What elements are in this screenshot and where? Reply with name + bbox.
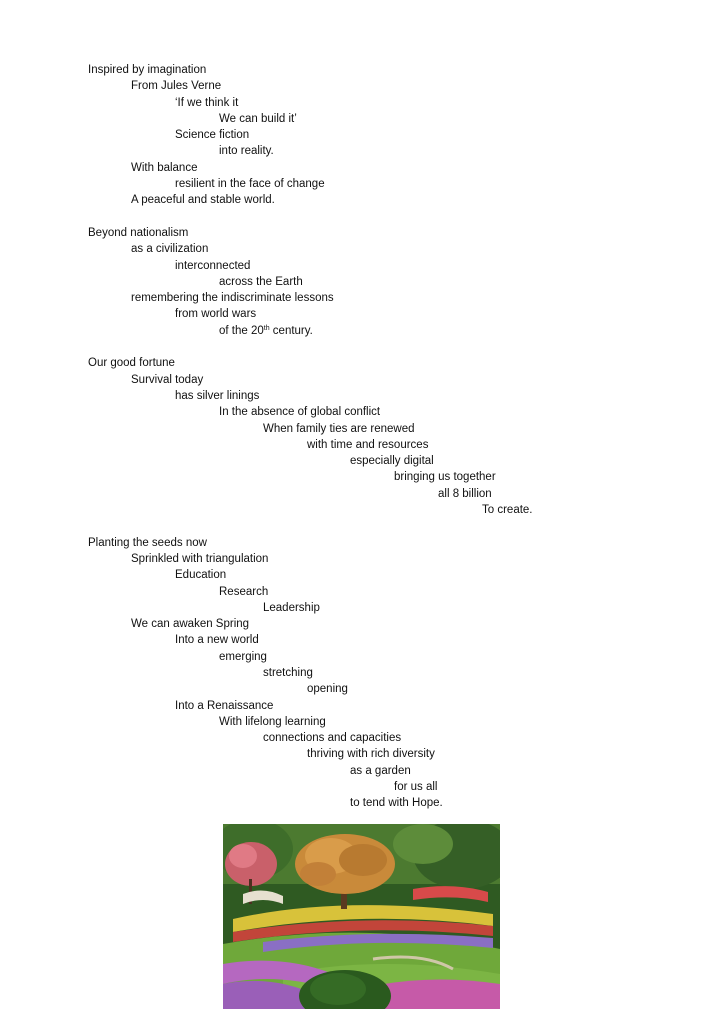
poem-line: emerging: [219, 650, 267, 663]
poem-line: opening: [307, 683, 348, 696]
poem-line: A peaceful and stable world.: [131, 194, 275, 207]
poem-line: Beyond nationalism: [88, 226, 189, 239]
garden-illustration: [223, 824, 500, 1009]
poem-line: In the absence of global conflict: [219, 406, 381, 419]
poem-line: Education: [175, 569, 227, 582]
poem-line: ‘If we think it: [175, 96, 239, 109]
poem-line: into reality.: [219, 145, 274, 158]
poem-line: remembering the indiscriminate lessons: [131, 292, 334, 305]
poem-line: Science fiction: [175, 129, 250, 142]
poem-text: century.: [269, 324, 313, 337]
poem-line: Our good fortune: [88, 357, 175, 370]
poem-line: Into a Renaissance: [175, 699, 274, 712]
poem-line: When family ties are renewed: [263, 422, 415, 435]
poem-line: connections and capacities: [263, 732, 402, 745]
poem-line: to tend with Hope.: [350, 797, 443, 810]
poem-line: stretching: [263, 666, 313, 679]
poem-line: interconnected: [175, 259, 251, 272]
poem-line: Research: [219, 585, 269, 598]
poem-line: To create.: [482, 504, 533, 517]
poem-line: Sprinkled with triangulation: [131, 552, 269, 565]
poem-line: as a civilization: [131, 243, 209, 256]
poem-line: Into a new world: [175, 634, 259, 647]
poem-line: With balance: [131, 161, 198, 174]
stanza-break: [0, 339, 725, 355]
stanza-break: [0, 209, 725, 225]
poem-text: of the 20: [219, 324, 264, 337]
poem-line: resilient in the face of change: [175, 178, 325, 191]
poem-line: [0, 323, 725, 339]
poem-line: across the Earth: [219, 275, 303, 288]
garden-photo: [223, 824, 500, 1009]
poem-line: all 8 billion: [438, 487, 492, 500]
poem-line: We can awaken Spring: [131, 618, 250, 631]
ordinal-superscript: th: [263, 324, 270, 332]
poem-line: With lifelong learning: [219, 715, 326, 728]
poem-line: for us all: [394, 781, 438, 794]
poem-line: thriving with rich diversity: [307, 748, 435, 761]
poem: [0, 62, 725, 812]
stanza-break: [0, 518, 725, 534]
poem-line: as a garden: [350, 764, 411, 777]
poem-line: especially digital: [350, 455, 434, 468]
poem-line: From Jules Verne: [131, 80, 222, 93]
poem-line: Planting the seeds now: [88, 536, 207, 549]
poem-line: with time and resources: [307, 438, 429, 451]
poem-line: Inspired by imagination: [88, 64, 207, 76]
poem-line: Survival today: [131, 373, 204, 386]
poem-line: We can build it’: [219, 112, 297, 125]
poem-line: bringing us together: [394, 471, 496, 484]
poem-line: from world wars: [175, 308, 257, 321]
poem-line: has silver linings: [175, 389, 260, 402]
poem-line: Leadership: [263, 601, 320, 614]
